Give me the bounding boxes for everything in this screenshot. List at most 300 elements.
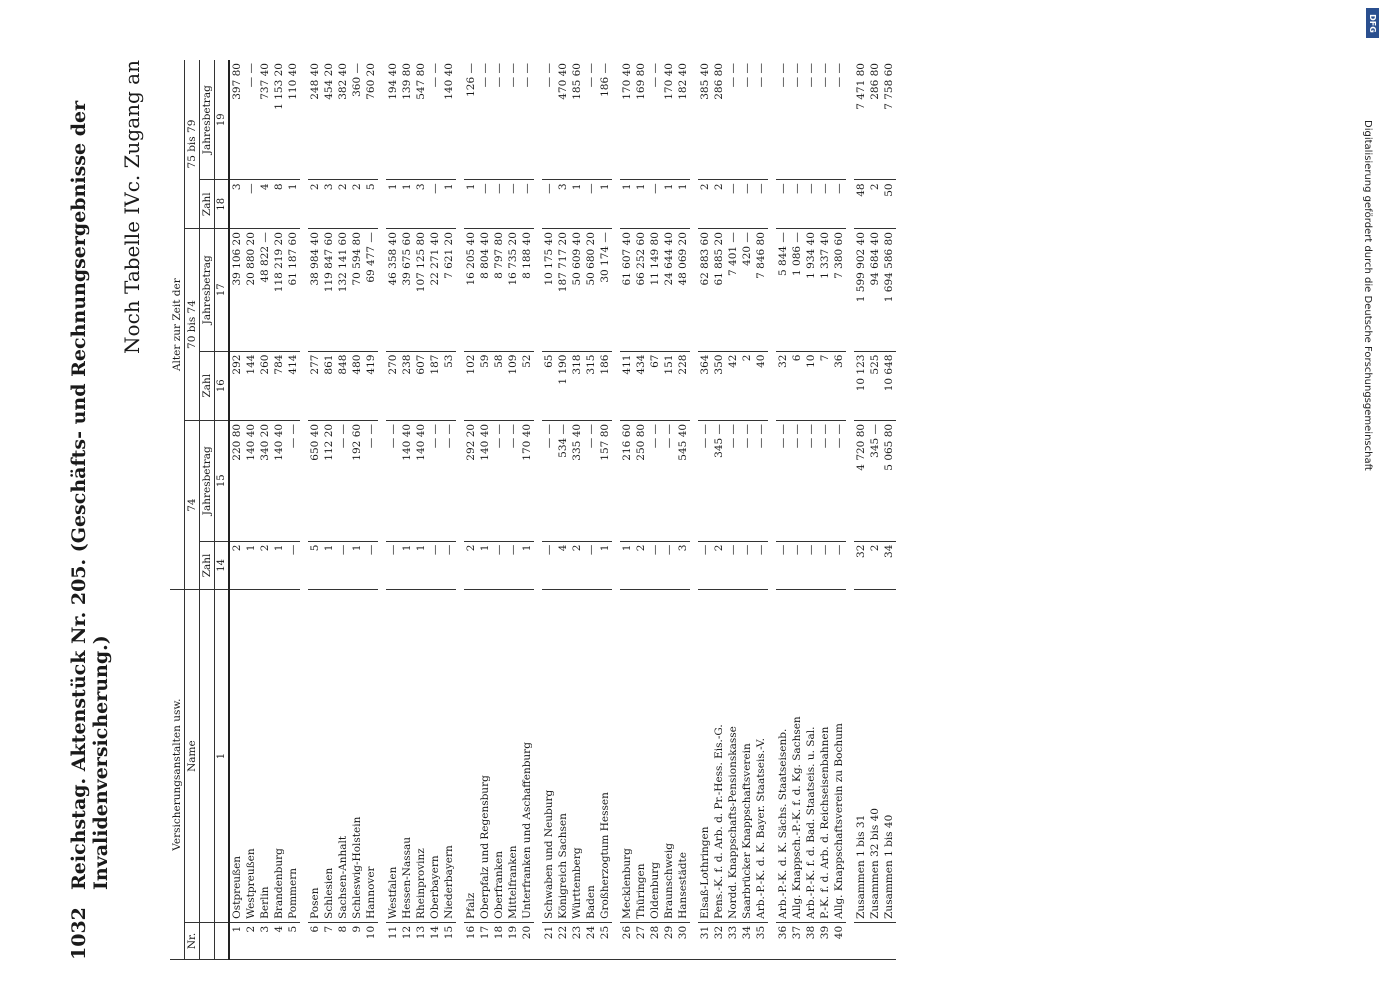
col-number: 17 bbox=[215, 229, 230, 351]
cell: — — bbox=[244, 60, 258, 180]
cell: 7 bbox=[322, 922, 336, 959]
cell: 335 40 bbox=[570, 420, 584, 541]
table-row bbox=[322, 60, 336, 960]
cell: — bbox=[740, 541, 754, 590]
cell: 5 844 — bbox=[776, 229, 790, 351]
cell: 286 80 bbox=[712, 60, 726, 180]
cell: 35 bbox=[754, 922, 768, 959]
cell: 1 bbox=[478, 541, 492, 590]
cell: — — bbox=[726, 60, 740, 180]
cell: — — bbox=[698, 420, 712, 541]
cell: 411 bbox=[620, 351, 634, 420]
cell: 350 bbox=[712, 351, 726, 420]
cell: 7 471 80 bbox=[854, 60, 868, 180]
cell: 182 40 bbox=[676, 60, 690, 180]
cell: 16 205 40 bbox=[464, 229, 478, 351]
row-label: Thüringen bbox=[634, 590, 648, 923]
cell: 414 bbox=[286, 351, 300, 420]
cell: — bbox=[442, 541, 456, 590]
table-row bbox=[726, 60, 740, 960]
row-label: Schwaben und Neuburg bbox=[542, 590, 556, 923]
cell: 470 40 bbox=[556, 60, 570, 180]
row-spacer bbox=[300, 60, 308, 960]
cell: 50 680 20 bbox=[584, 229, 598, 351]
rotated-page bbox=[60, 60, 1350, 960]
cell: 33 bbox=[726, 922, 740, 959]
cell: — — bbox=[726, 420, 740, 541]
cell: — — bbox=[740, 60, 754, 180]
cell: 1 bbox=[442, 180, 456, 229]
cell: — — bbox=[584, 60, 598, 180]
cell: — — bbox=[478, 60, 492, 180]
cell: 192 60 bbox=[350, 420, 364, 541]
cell: 434 bbox=[634, 351, 648, 420]
cell: — bbox=[478, 180, 492, 229]
cell: — bbox=[790, 180, 804, 229]
col-number: 14 bbox=[215, 541, 230, 590]
cell: 547 80 bbox=[414, 60, 428, 180]
cell: 186 — bbox=[598, 60, 612, 180]
cell: — — bbox=[506, 420, 520, 541]
row-label: P.-K. f. d. Arb. d. Reichseisenbahnen bbox=[818, 590, 832, 923]
cell: — — bbox=[506, 60, 520, 180]
row-label: Arb.-P.-K. f. d. Bad. Staatseis. u. Sal. bbox=[804, 590, 818, 923]
row-label: Großherzogtum Hessen bbox=[598, 590, 612, 923]
cell: 2 bbox=[634, 541, 648, 590]
cell: 220 80 bbox=[229, 420, 244, 541]
cell: 2 bbox=[350, 180, 364, 229]
cell: 20 bbox=[520, 922, 534, 959]
cell: 26 bbox=[620, 922, 634, 959]
cell: — bbox=[648, 180, 662, 229]
cell: — bbox=[726, 541, 740, 590]
cell: — — bbox=[520, 60, 534, 180]
table-row bbox=[804, 60, 818, 960]
row-label: Elsaß-Lothringen bbox=[698, 590, 712, 923]
cell: 1 bbox=[350, 541, 364, 590]
row-label: Berlin bbox=[258, 590, 272, 923]
cell: — bbox=[364, 541, 378, 590]
cell: 345 — bbox=[712, 420, 726, 541]
header-zahl: Zahl bbox=[200, 351, 215, 420]
cell: — bbox=[776, 180, 790, 229]
page-number: 1032 bbox=[68, 907, 90, 960]
cell: — bbox=[804, 180, 818, 229]
cell: 11 149 80 bbox=[648, 229, 662, 351]
row-label: Allg. Knappsch.-P.-K. f. d. Kg. Sachsen bbox=[790, 590, 804, 923]
page-title: Reichstag. Aktenstück Nr. 205. (Geschäfts- und Rechnungsergebnisse der Invalidenversicherung.) bbox=[68, 100, 112, 890]
cell: 1 bbox=[244, 541, 258, 590]
cell: 10 648 bbox=[882, 351, 896, 420]
cell: 16 bbox=[464, 922, 478, 959]
cell: — bbox=[698, 541, 712, 590]
cell: 7 758 60 bbox=[882, 60, 896, 180]
cell: 5 065 80 bbox=[882, 420, 896, 541]
cell: 1 bbox=[520, 541, 534, 590]
cell: 2 bbox=[464, 541, 478, 590]
cell: 1 bbox=[386, 180, 400, 229]
row-label: Ostpreußen bbox=[229, 590, 244, 923]
cell: — bbox=[336, 541, 350, 590]
cell: 3 bbox=[258, 922, 272, 959]
side-note: Digitalisierung gefördert durch die Deutsche Forschungsgemeinschaft bbox=[1362, 120, 1373, 471]
cell: 17 bbox=[478, 922, 492, 959]
cell: 18 bbox=[492, 922, 506, 959]
cell: 2 bbox=[570, 541, 584, 590]
cell: 170 40 bbox=[520, 420, 534, 541]
cell: 38 984 40 bbox=[308, 229, 322, 351]
data-table bbox=[170, 60, 896, 960]
cell: 10 bbox=[364, 922, 378, 959]
cell: 140 40 bbox=[442, 60, 456, 180]
cell: 6 bbox=[308, 922, 322, 959]
cell: 32 bbox=[712, 922, 726, 959]
cell: 94 684 40 bbox=[868, 229, 882, 351]
cell: 382 40 bbox=[336, 60, 350, 180]
cell: 1 bbox=[620, 541, 634, 590]
row-label: Arb.-P.-K. d. K. Sächs. Staatseisenb. bbox=[776, 590, 790, 923]
cell: 32 bbox=[776, 351, 790, 420]
cell: — — bbox=[364, 420, 378, 541]
cell: 1 337 40 bbox=[818, 229, 832, 351]
cell: — bbox=[428, 541, 442, 590]
cell: 48 069 20 bbox=[676, 229, 690, 351]
cell: 29 bbox=[662, 922, 676, 959]
cell: 65 bbox=[542, 351, 556, 420]
cell: 4 bbox=[258, 180, 272, 229]
cell: 186 bbox=[598, 351, 612, 420]
cell: 9 bbox=[350, 922, 364, 959]
cell: 250 80 bbox=[634, 420, 648, 541]
cell: — — bbox=[442, 420, 456, 541]
cell: 315 bbox=[584, 351, 598, 420]
cell: 30 174 — bbox=[598, 229, 612, 351]
cell: 144 bbox=[244, 351, 258, 420]
cell: 28 bbox=[648, 922, 662, 959]
cell: 2 bbox=[868, 180, 882, 229]
table-row bbox=[648, 60, 662, 960]
cell: 8 bbox=[336, 922, 350, 959]
cell: 62 883 60 bbox=[698, 229, 712, 351]
cell: — bbox=[506, 180, 520, 229]
cell: — bbox=[818, 541, 832, 590]
row-label: Zusammen 32 bis 40 bbox=[868, 590, 882, 923]
table-row bbox=[584, 60, 598, 960]
col-number: 18 bbox=[215, 180, 230, 229]
header-group-70-74: 70 bis 74 bbox=[185, 229, 200, 421]
row-label: Oberpfalz und Regensburg bbox=[478, 590, 492, 923]
header-zahl: Zahl bbox=[200, 180, 215, 229]
cell: — — bbox=[754, 60, 768, 180]
cell: — bbox=[754, 541, 768, 590]
col-number: 16 bbox=[215, 351, 230, 420]
cell: 534 — bbox=[556, 420, 570, 541]
table-row bbox=[308, 60, 322, 960]
col-number: 19 bbox=[215, 60, 230, 180]
cell: 4 bbox=[556, 541, 570, 590]
cell: 30 bbox=[676, 922, 690, 959]
cell: 139 80 bbox=[400, 60, 414, 180]
table-row bbox=[258, 60, 272, 960]
cell: 3 bbox=[556, 180, 570, 229]
cell: 1 086 — bbox=[790, 229, 804, 351]
cell: 6 bbox=[790, 351, 804, 420]
cell: 10 bbox=[804, 351, 818, 420]
cell: 1 934 40 bbox=[804, 229, 818, 351]
header-name: Name bbox=[185, 590, 200, 923]
cell: 8 797 80 bbox=[492, 229, 506, 351]
cell: — — bbox=[790, 60, 804, 180]
table-row bbox=[364, 60, 378, 960]
cell: 525 bbox=[868, 351, 882, 420]
cell: 737 40 bbox=[258, 60, 272, 180]
table-row bbox=[754, 60, 768, 960]
table-row bbox=[676, 60, 690, 960]
total-row bbox=[868, 60, 882, 960]
cell: 24 644 40 bbox=[662, 229, 676, 351]
table-row bbox=[520, 60, 534, 960]
cell: 22 bbox=[556, 922, 570, 959]
row-label: Posen bbox=[308, 590, 322, 923]
row-label: Zusammen 1 bis 40 bbox=[882, 590, 896, 923]
total-row bbox=[854, 60, 868, 960]
cell: 360 — bbox=[350, 60, 364, 180]
cell: — — bbox=[776, 420, 790, 541]
table-row bbox=[350, 60, 364, 960]
cell: 292 20 bbox=[464, 420, 478, 541]
header-jahres: Jahresbetrag bbox=[200, 229, 215, 351]
cell: 345 — bbox=[868, 420, 882, 541]
cell: 23 bbox=[570, 922, 584, 959]
row-spacer bbox=[768, 60, 776, 960]
cell: 1 bbox=[598, 180, 612, 229]
cell: — — bbox=[818, 420, 832, 541]
cell: 36 bbox=[832, 351, 846, 420]
row-label: Hansestädte bbox=[676, 590, 690, 923]
cell: 58 bbox=[492, 351, 506, 420]
row-label: Pens.-K. f. d. Arb. d. Pr.-Hess. Eis.-G. bbox=[712, 590, 726, 923]
row-spacer bbox=[612, 60, 620, 960]
cell: 48 bbox=[854, 180, 868, 229]
cell: 13 bbox=[414, 922, 428, 959]
cell bbox=[882, 922, 896, 959]
table-row bbox=[414, 60, 428, 960]
cell: 32 bbox=[854, 541, 868, 590]
table-row bbox=[286, 60, 300, 960]
row-label: Baden bbox=[584, 590, 598, 923]
page-header bbox=[60, 60, 112, 960]
row-label: Allg. Knappschaftsverein zu Bochum bbox=[832, 590, 846, 923]
table-row bbox=[620, 60, 634, 960]
row-label: Hessen-Nassau bbox=[400, 590, 414, 923]
row-label: Niederbayern bbox=[442, 590, 456, 923]
cell: 3 bbox=[322, 180, 336, 229]
header-jahres: Jahresbetrag bbox=[200, 420, 215, 541]
cell: — — bbox=[790, 420, 804, 541]
cell: — bbox=[648, 541, 662, 590]
cell: 1 bbox=[229, 922, 244, 959]
cell: — — bbox=[832, 60, 846, 180]
table-row bbox=[698, 60, 712, 960]
cell: 157 80 bbox=[598, 420, 612, 541]
table-row bbox=[598, 60, 612, 960]
cell: 187 bbox=[428, 351, 442, 420]
table-row bbox=[244, 60, 258, 960]
cell: — — bbox=[286, 420, 300, 541]
cell: 109 bbox=[506, 351, 520, 420]
cell: 46 358 40 bbox=[386, 229, 400, 351]
cell: — bbox=[542, 180, 556, 229]
cell: 7 380 60 bbox=[832, 229, 846, 351]
cell: 292 bbox=[229, 351, 244, 420]
cell: — — bbox=[832, 420, 846, 541]
cell: 2 bbox=[244, 922, 258, 959]
col-number: 15 bbox=[215, 420, 230, 541]
cell: 10 123 bbox=[854, 351, 868, 420]
cell: 1 694 586 80 bbox=[882, 229, 896, 351]
cell: 7 bbox=[818, 351, 832, 420]
cell: 545 40 bbox=[676, 420, 690, 541]
row-label: Braunschweig bbox=[662, 590, 676, 923]
row-spacer bbox=[690, 60, 698, 960]
row-label: Brandenburg bbox=[272, 590, 286, 923]
cell: 42 bbox=[726, 351, 740, 420]
row-label: Arb.-P.-K. d. K. Bayer. Staatseis.-V. bbox=[754, 590, 768, 923]
cell: 480 bbox=[350, 351, 364, 420]
cell: — bbox=[542, 541, 556, 590]
cell: 31 bbox=[698, 922, 712, 959]
cell: — — bbox=[542, 420, 556, 541]
table-row bbox=[464, 60, 478, 960]
cell: 107 125 80 bbox=[414, 229, 428, 351]
cell: 4 720 80 bbox=[854, 420, 868, 541]
cell: 1 bbox=[322, 541, 336, 590]
row-label: Königreich Sachsen bbox=[556, 590, 570, 923]
cell: 3 bbox=[414, 180, 428, 229]
row-label: Mecklenburg bbox=[620, 590, 634, 923]
cell: 61 885 20 bbox=[712, 229, 726, 351]
table-row bbox=[776, 60, 790, 960]
cell: 2 bbox=[868, 541, 882, 590]
cell: — bbox=[740, 180, 754, 229]
cell: — bbox=[818, 180, 832, 229]
col-number: 1 bbox=[215, 590, 230, 923]
cell: 364 bbox=[698, 351, 712, 420]
cell: 1 bbox=[634, 180, 648, 229]
cell: — bbox=[244, 180, 258, 229]
cell: — — bbox=[754, 420, 768, 541]
row-label: Westfalen bbox=[386, 590, 400, 923]
row-label: Oberfranken bbox=[492, 590, 506, 923]
cell: — — bbox=[428, 420, 442, 541]
cell: 61 607 40 bbox=[620, 229, 634, 351]
cell: 34 bbox=[882, 541, 896, 590]
cell: 419 bbox=[364, 351, 378, 420]
cell: — bbox=[832, 180, 846, 229]
cell: — — bbox=[776, 60, 790, 180]
cell: — bbox=[386, 541, 400, 590]
cell: 5 bbox=[286, 922, 300, 959]
header-alter: Alter zur Zeit der bbox=[170, 60, 185, 590]
cell: 216 60 bbox=[620, 420, 634, 541]
cell: 1 bbox=[662, 180, 676, 229]
table-row bbox=[662, 60, 676, 960]
cell: 7 846 80 bbox=[754, 229, 768, 351]
cell: 34 bbox=[740, 922, 754, 959]
cell: — — bbox=[428, 60, 442, 180]
row-label: Schleswig-Holstein bbox=[350, 590, 364, 923]
cell: 102 bbox=[464, 351, 478, 420]
cell: 2 bbox=[740, 351, 754, 420]
cell: 454 20 bbox=[322, 60, 336, 180]
cell: — bbox=[662, 541, 676, 590]
cell: 169 80 bbox=[634, 60, 648, 180]
row-label: Unterfranken und Aschaffenburg bbox=[520, 590, 534, 923]
cell: — — bbox=[648, 60, 662, 180]
table-row bbox=[400, 60, 414, 960]
cell: — bbox=[584, 541, 598, 590]
dfg-logo: DFG bbox=[1366, 8, 1379, 38]
cell: 52 bbox=[520, 351, 534, 420]
cell: 277 bbox=[308, 351, 322, 420]
cell: 126 — bbox=[464, 60, 478, 180]
cell: — — bbox=[804, 60, 818, 180]
cell: 650 40 bbox=[308, 420, 322, 541]
cell: 67 bbox=[648, 351, 662, 420]
cell: 61 187 60 bbox=[286, 229, 300, 351]
cell: 7 401 — bbox=[726, 229, 740, 351]
cell: 21 bbox=[542, 922, 556, 959]
cell: 2 bbox=[229, 541, 244, 590]
table-row bbox=[712, 60, 726, 960]
row-label: Zusammen 1 bis 31 bbox=[854, 590, 868, 923]
cell: 1 bbox=[620, 180, 634, 229]
cell: — bbox=[428, 180, 442, 229]
cell: 5 bbox=[308, 541, 322, 590]
cell: — bbox=[754, 180, 768, 229]
table-row bbox=[570, 60, 584, 960]
cell: 607 bbox=[414, 351, 428, 420]
table-row bbox=[492, 60, 506, 960]
cell: 118 219 20 bbox=[272, 229, 286, 351]
row-label: Württemberg bbox=[570, 590, 584, 923]
cell: 140 40 bbox=[478, 420, 492, 541]
cell: 14 bbox=[428, 922, 442, 959]
cell: 11 bbox=[386, 922, 400, 959]
cell: — — bbox=[386, 420, 400, 541]
cell: 38 bbox=[804, 922, 818, 959]
table-subtitle: Noch Tabelle IVc. Zugang an bbox=[120, 60, 144, 354]
total-row bbox=[882, 60, 896, 960]
header-jahres: Jahresbetrag bbox=[200, 60, 215, 180]
cell: — — bbox=[648, 420, 662, 541]
cell: 59 bbox=[478, 351, 492, 420]
cell: 187 717 20 bbox=[556, 229, 570, 351]
cell: 3 bbox=[676, 541, 690, 590]
cell: 848 bbox=[336, 351, 350, 420]
cell: 3 bbox=[229, 180, 244, 229]
cell: 2 bbox=[258, 541, 272, 590]
table-row bbox=[336, 60, 350, 960]
table-row bbox=[790, 60, 804, 960]
cell: 8 bbox=[272, 180, 286, 229]
cell: 19 bbox=[506, 922, 520, 959]
table-row bbox=[832, 60, 846, 960]
cell: — bbox=[520, 180, 534, 229]
cell: 1 bbox=[414, 541, 428, 590]
cell: 27 bbox=[634, 922, 648, 959]
cell: — — bbox=[336, 420, 350, 541]
